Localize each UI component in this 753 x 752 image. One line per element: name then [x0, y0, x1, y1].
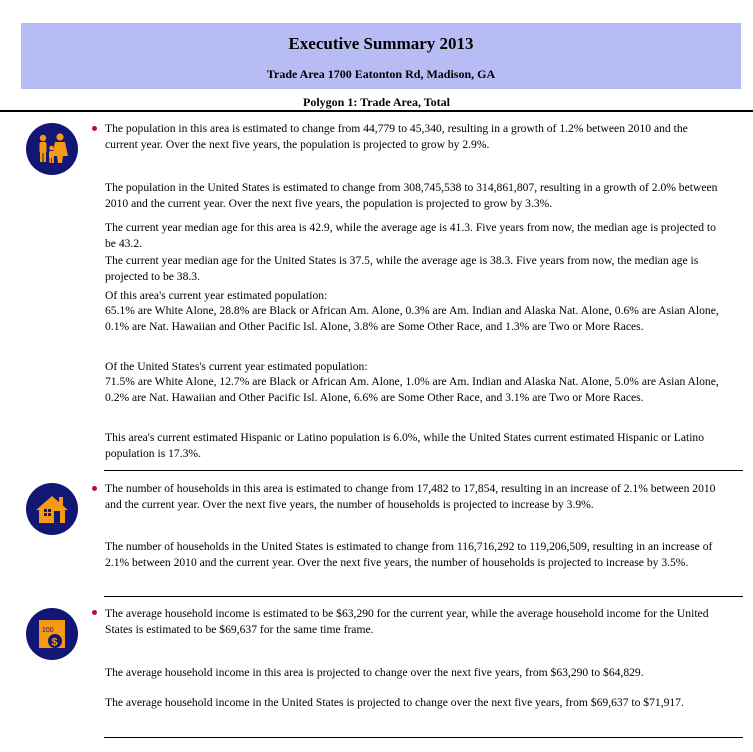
currency-symbol: $ — [51, 636, 58, 649]
house-icon — [26, 483, 78, 535]
bullet-icon — [92, 610, 97, 615]
bullet-icon — [92, 486, 97, 491]
section-divider — [104, 470, 743, 471]
polygon-heading: Polygon 1: Trade Area, Total — [302, 95, 450, 109]
income-projection-paragraph: The average household income in the United States is projected to change over the next five years, from $69,637 to $71,917. — [105, 696, 684, 709]
money-icon — [26, 608, 78, 660]
family-icon — [26, 123, 78, 175]
income-projection-paragraph: The average household income in this area is projected to change over the next five years, from $63,290 to $64,829. — [105, 666, 644, 679]
money-note-label: 100 — [42, 627, 54, 634]
header-divider — [0, 110, 753, 112]
population-paragraph: The population in the United States is estimated to change from 308,745,538 to 314,861,807, resulting in a growth of 2.0% between 2010 and the current year. Over the next five years, the population is projected to grow by 3.3%. — [105, 181, 718, 210]
page-title: Executive Summary 2013 — [288, 34, 474, 53]
page-subtitle: Trade Area 1700 Eatonton Rd, Madison, GA — [266, 67, 496, 81]
median-age-paragraph: The current year median age for the United States is 37.5, while the average age is 38.3. Five years from now, the median age is projected to be 38.3. — [105, 254, 699, 283]
section-divider — [104, 596, 743, 597]
race-heading: Of the United States's current year estimated population: — [105, 360, 368, 373]
population-paragraph: The population in this area is estimated to change from 44,779 to 45,340, resulting in a growth of 1.2% between 2010 and the current year. Over the next five years, the population is projected to grow by 2.9%. — [105, 122, 688, 151]
race-paragraph: 71.5% are White Alone, 12.7% are Black or African Am. Alone, 1.0% are Am. Indian and Alaska Nat. Alone, 5.0% are Asian Alone, 0.2% are Nat. Hawaiian and Other Pacific Isl. Alone, 6.6% are Some Other Race, and 3.1% are Two or More Races. — [105, 375, 719, 404]
bullet-icon — [92, 126, 97, 131]
households-paragraph: The number of households in this area is estimated to change from 17,482 to 17,854, resulting in an increase of 2.1% between 2010 and the current year. Over the next five years, the number of households is projected to increase by 3.9%. — [105, 482, 716, 511]
households-paragraph: The number of households in the United States is estimated to change from 116,716,292 to 119,206,509, resulting in an increase of 2.1% between 2010 and the current year. Over the next five years, the number of households is projected to increase by 3.5%. — [105, 540, 713, 569]
median-age-paragraph: The current year median age for this area is 42.9, while the average age is 41.3. Five years from now, the median age is projected to be 43.2. — [105, 221, 716, 250]
race-heading: Of this area's current year estimated population: — [105, 289, 328, 302]
summary-header — [21, 23, 741, 89]
race-paragraph: 65.1% are White Alone, 28.8% are Black or African Am. Alone, 0.3% are Am. Indian and Alaska Nat. Alone, 0.6% are Asian Alone, 0.1% are Nat. Hawaiian and Other Pacific Isl. Alone, 3.8% are Some Other Race, and 1.3% are Two or More Races. — [105, 304, 719, 333]
income-paragraph: The average household income is estimated to be $63,290 for the current year, while the average household income for the United States is estimated to be $69,637 for the same time frame. — [105, 607, 709, 636]
section-divider — [104, 737, 743, 738]
hispanic-paragraph: This area's current estimated Hispanic or Latino population is 6.0%, while the United States current estimated Hispanic or Latino population is 17.3%. — [105, 431, 705, 460]
